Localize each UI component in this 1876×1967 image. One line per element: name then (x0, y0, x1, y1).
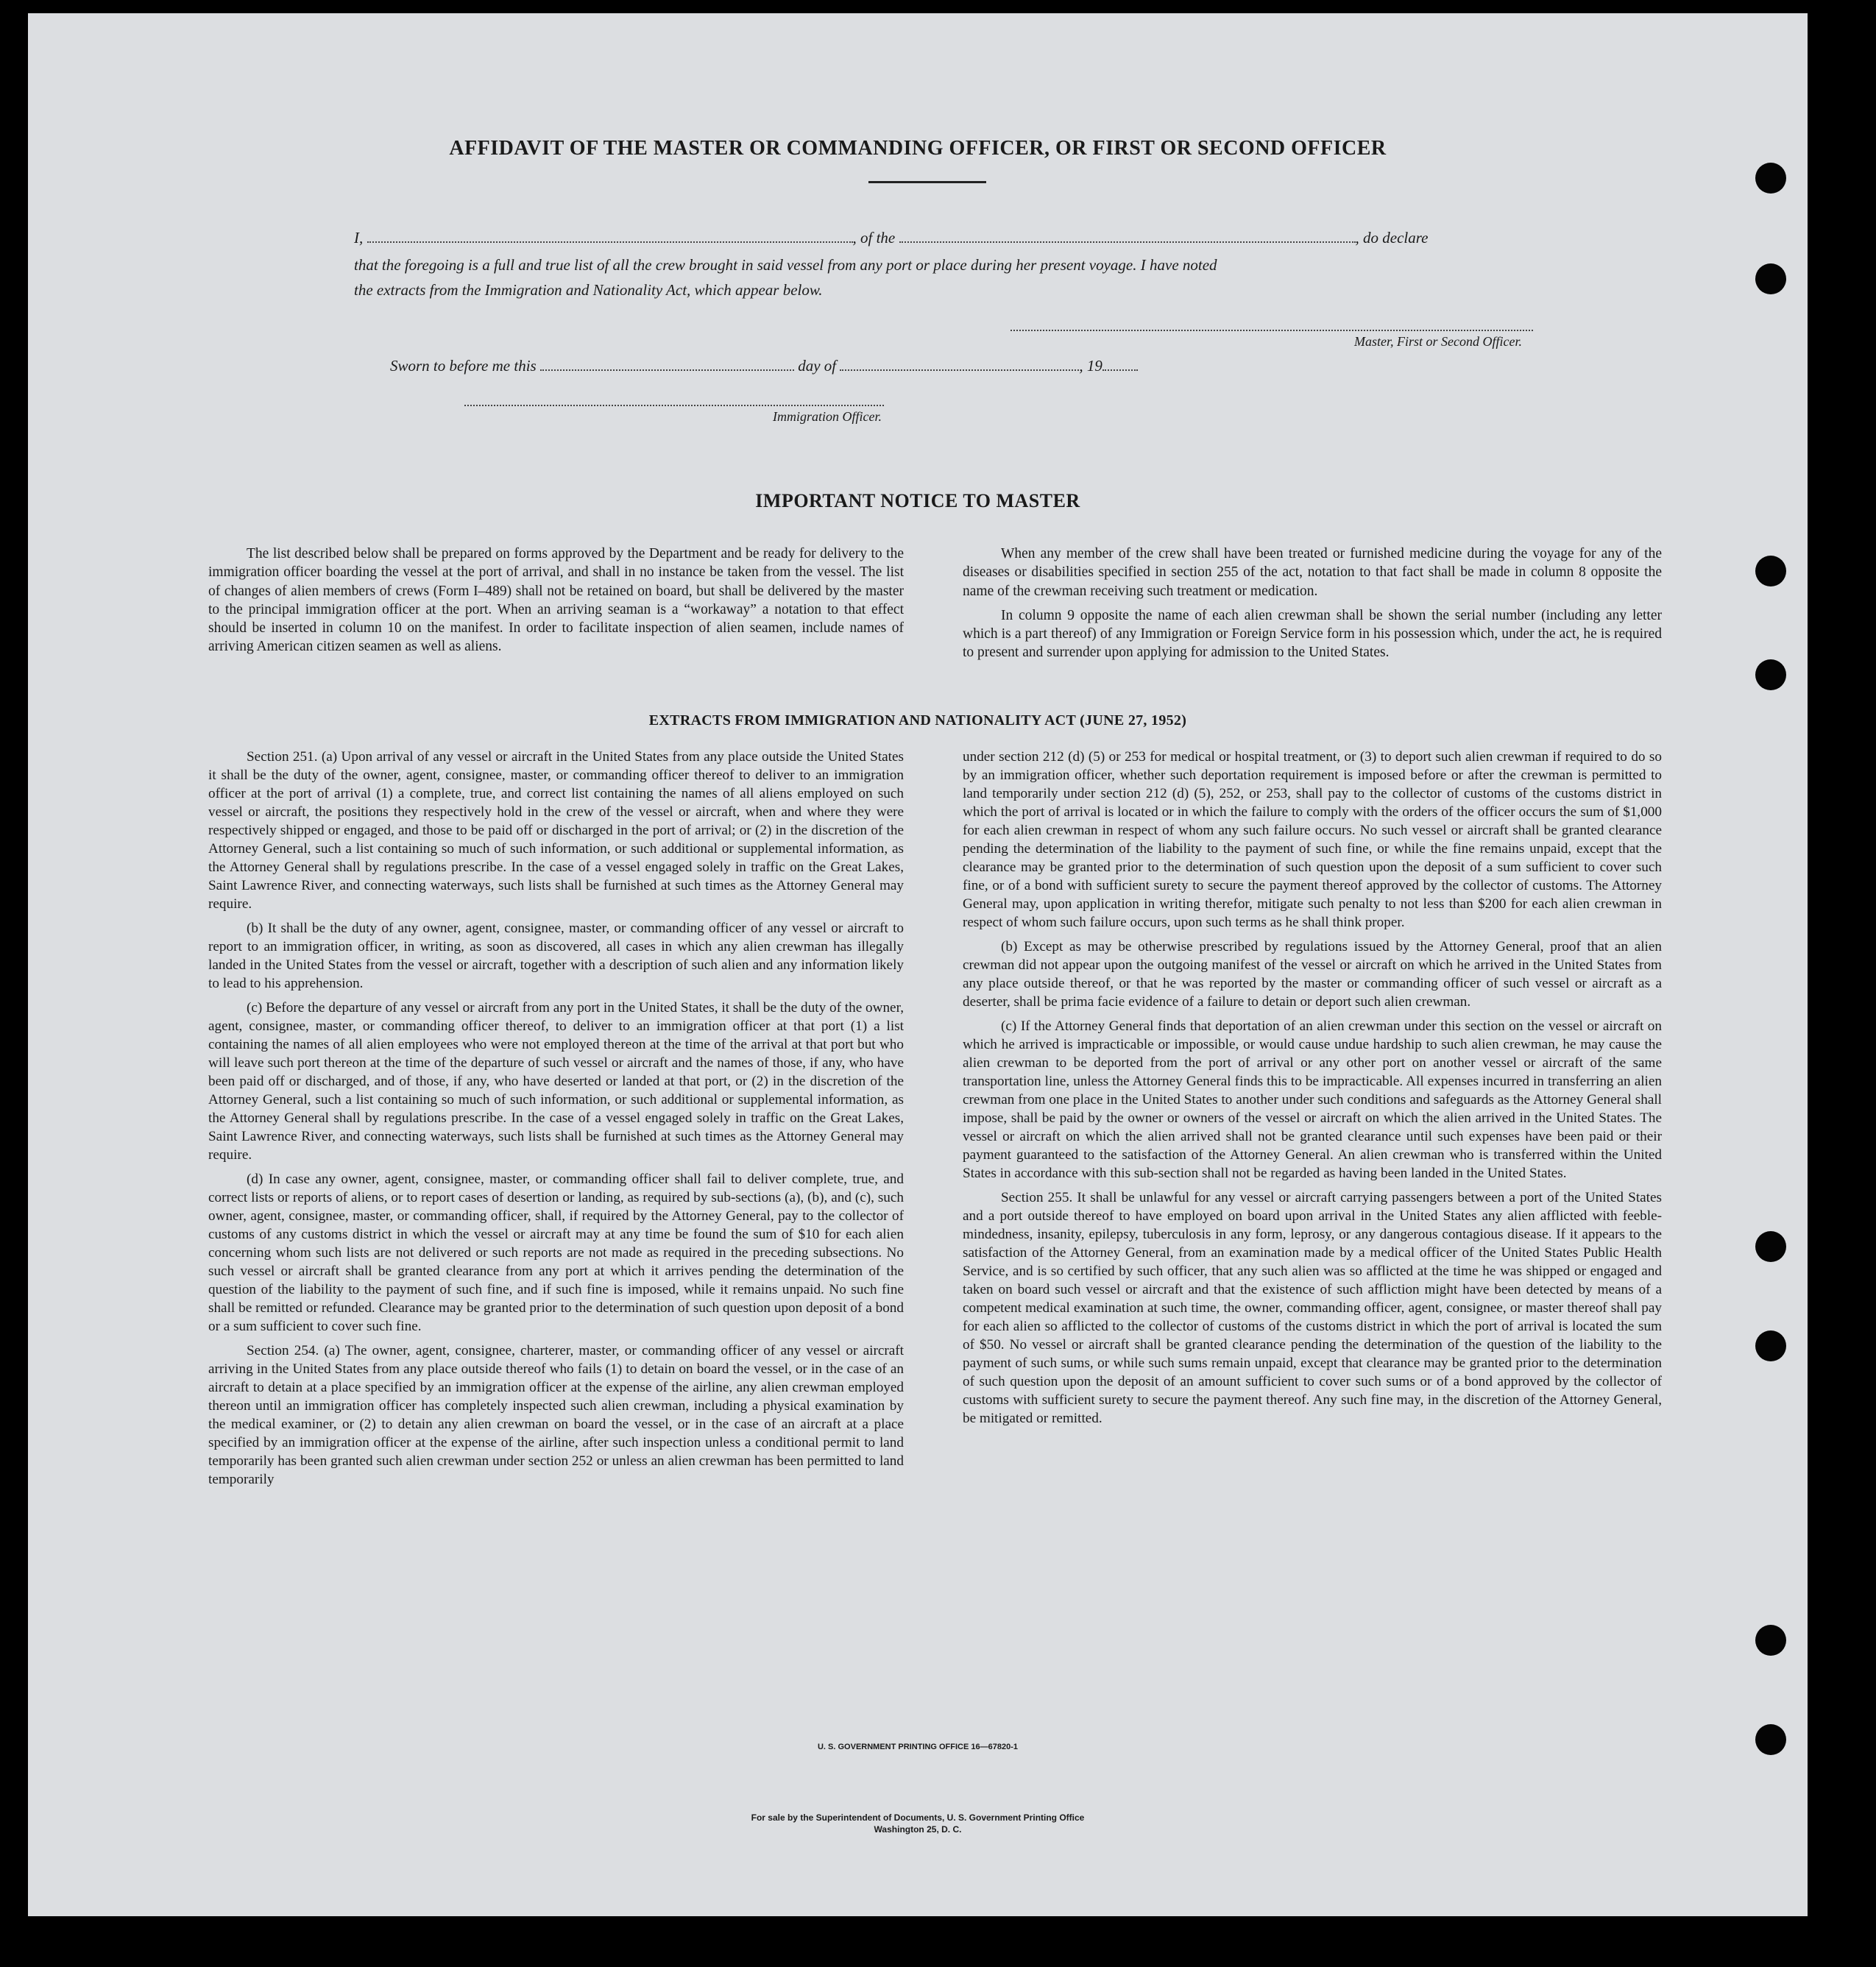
declaration-line-3: the extracts from the Immigration and Nationality Act, which appear below. (354, 281, 823, 299)
punch-hole (1755, 556, 1786, 586)
sworn-month-blank[interactable] (840, 355, 1079, 371)
section-251-c: (c) Before the departure of any vessel or aircraft from any port in the United States, it shall be the duty of the owner, agent, consignee, master, or commanding officer thereof, to deliver to an immigration officer at that port (1) a list containing the names of all alien employees who were not employed thereon at the time of the arrival at that port but who will leave such port thereon at the time of the departure of such vessel or aircraft and the names of those, if any, who have been paid off or discharged, and of those, if any, who have deserted or landed at that port, or (2) in the discretion of the Attorney General, such a list containing so much of such information, or such additional or supplemental information, as the Attorney General shall by regulations prescribe. In the case of a vessel engaged solely in traffic on the Great Lakes, Saint Lawrence River, and connecting waterways, such lists shall be furnished at such times as the Attorney General may require. (208, 1000, 904, 1163)
punch-hole (1755, 1330, 1786, 1361)
sworn-year-blank[interactable] (1102, 355, 1138, 371)
sale-notice-line-2: Washington 25, D. C. (874, 1824, 962, 1835)
master-signature-caption: Master, First or Second Officer. (1354, 334, 1522, 349)
affidavit-title: AFFIDAVIT OF THE MASTER OR COMMANDING OFFICER, OR FIRST OR SECOND OFFICER (449, 137, 1387, 160)
master-signature-line[interactable] (1010, 328, 1533, 331)
sworn-line (390, 355, 1575, 375)
punch-hole (1755, 659, 1786, 690)
declaration-i: I, (354, 229, 364, 247)
do-declare-label: , do declare (1355, 229, 1429, 247)
extracts-title: EXTRACTS FROM IMMIGRATION AND NATIONALITY ACT (JUNE 27, 1952) (648, 712, 1187, 729)
section-254-a-continued: under section 212 (d) (5) or 253 for medical or hospital treatment, or (3) to deport such alien crewman if required to do so by an immigration officer, whether such deportation requirement is imposed before or after the crewman is permitted to land temporarily under section 212 (d) (5), 252, or 253, shall pay to the collector of customs of the customs district in which the port of arrival is located or in which the failure to comply with the orders of the officer occurs the sum of $1,000 for each alien crewman in respect of whom any such failure occurs. No such vessel or aircraft shall be granted clearance pending the determination of the liability to the payment of such fine, or while the fine remains unpaid, except that the clearance may be granted prior to the determination of such question upon the deposit of a sum sufficient to cover such fine, or of a bond with sufficient surety to secure the payment thereof approved by the collector of customs. The Attorney General may, upon application in writing therefor, mitigate such penalty to not less than $200 for each alien crewman in respect of whom such failure occurs, upon such terms as he shall think proper. (963, 749, 1662, 930)
declaration-line-2: that the foregoing is a full and true list of all the crew brought in said vessel from any port or place during her present voyage. I have noted (354, 256, 1217, 274)
section-251-a: Section 251. (a) Upon arrival of any vessel or aircraft in the United States from any place outside the United States it shall be the duty of the owner, agent, consignee, master, or commanding officer thereof to deliver to an immigration officer at the port of arrival (1) a complete, true, and correct list containing the names of all aliens employed on such vessel or aircraft, the positions they respectively hold in the crew of the vessel or aircraft, when and where they were respectively shipped or engaged, and those to be paid off or discharged in the port of arrival; or (2) in the discretion of the Attorney General, such a list containing so much of such information, or such additional or supplemental information, as the Attorney General shall by regulations prescribe. In the case of a vessel engaged solely in traffic on the Great Lakes, Saint Lawrence River, and connecting waterways, such lists shall be furnished at such times as the Attorney General may require. (208, 749, 904, 912)
punch-hole (1755, 1724, 1786, 1755)
section-255: Section 255. It shall be unlawful for any vessel or aircraft carrying passengers between a port of the United States and a port outside thereof to have employed on board upon arrival in the United States any alien afflicted with feeble-mindedness, insanity, epilepsy, tuberculosis in any form, leprosy, or any dangerous contagious disease. If it appears to the satisfaction of the Attorney General, from an examination made by a medical officer of the United States Public Health Service, and is so certified by such officer, that any such alien was so afflicted at the time he was shipped or engaged and taken on board such vessel or aircraft and that the existence of such affliction might have been detected by means of a competent medical examination at such time, the owner, commanding officer, agent, consignee, or master thereof shall pay for each alien so afflicted to the collector of customs of the customs district in which the port of arrival is located the sum of $50. No vessel or aircraft shall be granted clearance pending the determination of the question of the liability to the payment of such sums, or while such sums remain unpaid, except that clearance may be granted prior to the determination of such question upon the deposit of an amount sufficient to cover such sums or of a bond approved by the collector of customs with sufficient surety to secure the payment thereof. Any such fine may, in the discretion of the Attorney General, be mitigated or remitted. (963, 1190, 1662, 1426)
declaration-line-1 (354, 227, 1539, 247)
vessel-blank[interactable] (899, 227, 1356, 243)
punch-hole (1755, 1625, 1786, 1656)
section-254-b: (b) Except as may be otherwise prescribed by regulations issued by the Attorney General, proof that an alien crewman did not appear upon the outgoing manifest of the vessel or aircraft on which he arrived in the United States from any place outside thereof, or that he was reported by the master or commanding officer of such vessel or aircraft as a deserter, shall be prima facie evidence of a failure to detain or deport such alien crewman. (963, 939, 1662, 1010)
notice-left-paragraph: The list described below shall be prepared on forms approved by the Department and be ready for delivery to the immigration officer boarding the vessel at the port of arrival, and shall in no instance be taken from the vessel. The list of changes of alien members of crews (Form I–489) shall not be retained on board, but shall be delivered by the master to the principal immigration officer at the port. When an arriving seaman is a “workaway” a notation to that effect should be inserted in column 10 on the manifest. In order to facilitate inspection of alien seamen, include names of arriving American citizen seamen as well as aliens. (208, 546, 904, 655)
officer-signature-line[interactable] (464, 403, 884, 406)
extracts-left-column (208, 748, 904, 1495)
section-254-a: Section 254. (a) The owner, agent, consignee, charterer, master, or commanding officer of any vessel or aircraft arriving in the United States from any place outside thereof who fails (1) to detain on board the vessel, or in the case of an aircraft to detain at a place specified by an immigration officer at the expense of the airline, any alien crewman employed thereon until an immigration officer has completely inspected such alien crewman, including a physical examination by the medical examiner, or (2) to detain any alien crewman on board the vessel, or in the case of an aircraft at a place specified by an immigration officer at the expense of the airline, after such inspection unless a conditional permit to land temporarily has been granted such alien crewman under section 252 or unless an alien crewman has been permitted to land temporarily (208, 1343, 904, 1487)
notice-right-paragraph-2: In column 9 opposite the name of each alien crewman shall be shown the serial number (including any letter which is a part thereof) of any Immigration or Foreign Service form in his possession which, under the act, he is required to present and surrender upon applying for admission to the United States. (963, 607, 1662, 661)
printer-imprint: U. S. GOVERNMENT PRINTING OFFICE 16—67820-1 (817, 1743, 1018, 1751)
sale-notice-line-1: For sale by the Superintendent of Documents, U. S. Government Printing Office (751, 1812, 1085, 1823)
name-blank[interactable] (367, 227, 853, 243)
sworn-year-label: , 19 (1079, 357, 1102, 375)
sale-notice (28, 1812, 1808, 1835)
extracts-right-column (963, 748, 1662, 1433)
title-divider (868, 181, 986, 183)
notice-left-column (208, 545, 904, 662)
notice-right-column (963, 545, 1662, 668)
notice-title: IMPORTANT NOTICE TO MASTER (755, 490, 1080, 511)
notice-right-paragraph-1: When any member of the crew shall have been treated or furnished medicine during the voyage for any of the diseases or disabilities specified in section 255 of the act, notation to that fact shall be made in column 8 opposite the name of the crewman receiving such treatment or medication. (963, 546, 1662, 599)
officer-signature-caption: Immigration Officer. (773, 409, 882, 424)
sworn-prefix: Sworn to before me this (390, 357, 537, 375)
section-254-c: (c) If the Attorney General finds that deportation of an alien crewman under this section on the vessel or aircraft on which he arrived is impracticable or impossible, or would cause undue hardship to such alien crewman, he may cause the alien crewman to be deported from the port of arrival or any other port on another vessel or aircraft of the same transportation line, unless the Attorney General finds this to be impracticable. All expenses incurred in transferring an alien crewman from one place in the United States to another under such conditions and safeguards as the Attorney General shall impose, shall be paid by the owner or owners of the vessel or aircraft on which the alien arrived in the United States. The vessel or aircraft on which the alien arrived shall not be granted clearance until such expenses have been paid or their payment guaranteed to the satisfaction of the Attorney General. An alien crewman who is transferred within the United States in accordance with this sub-section shall not be regarded as having been landed in the United States. (963, 1018, 1662, 1181)
section-251-b: (b) It shall be the duty of any owner, agent, consignee, master, or commanding officer of any vessel or aircraft to report to an immigration officer, in writing, as soon as discovered, all cases in which any alien crewman has illegally landed in the United States from the vessel or aircraft, together with a description of such alien and any information likely to lead to his apprehension. (208, 921, 904, 991)
document-page (28, 13, 1808, 1916)
punch-hole (1755, 163, 1786, 194)
section-251-d: (d) In case any owner, agent, consignee, master, or commanding officer shall fail to deliver complete, true, and correct lists or reports of aliens, or to report cases of desertion or landing, as required by sub-sections (a), (b), and (c), such owner, agent, consignee, master, or commanding officer, shall, if required by the Attorney General, pay to the collector of customs of any customs district in which the vessel or aircraft may at any time be found the sum of $10 for each alien concerning whom such lists are not delivered or such reports are not made as required in the preceding subsections. No such vessel or aircraft shall be granted clearance from any port at which it arrives pending the determination of the question of the liability to the payment of such fine, and if such fine is imposed, while it remains unpaid. No such fine shall be remitted or refunded. Clearance may be granted prior to the determination of such question upon deposit of a bond or a sum sufficient to cover such fine. (208, 1172, 904, 1334)
sworn-day-blank[interactable] (540, 355, 794, 371)
sworn-day-of: day of (798, 357, 837, 375)
of-the-label: , of the (852, 229, 896, 247)
punch-hole (1755, 263, 1786, 294)
punch-hole (1755, 1231, 1786, 1262)
